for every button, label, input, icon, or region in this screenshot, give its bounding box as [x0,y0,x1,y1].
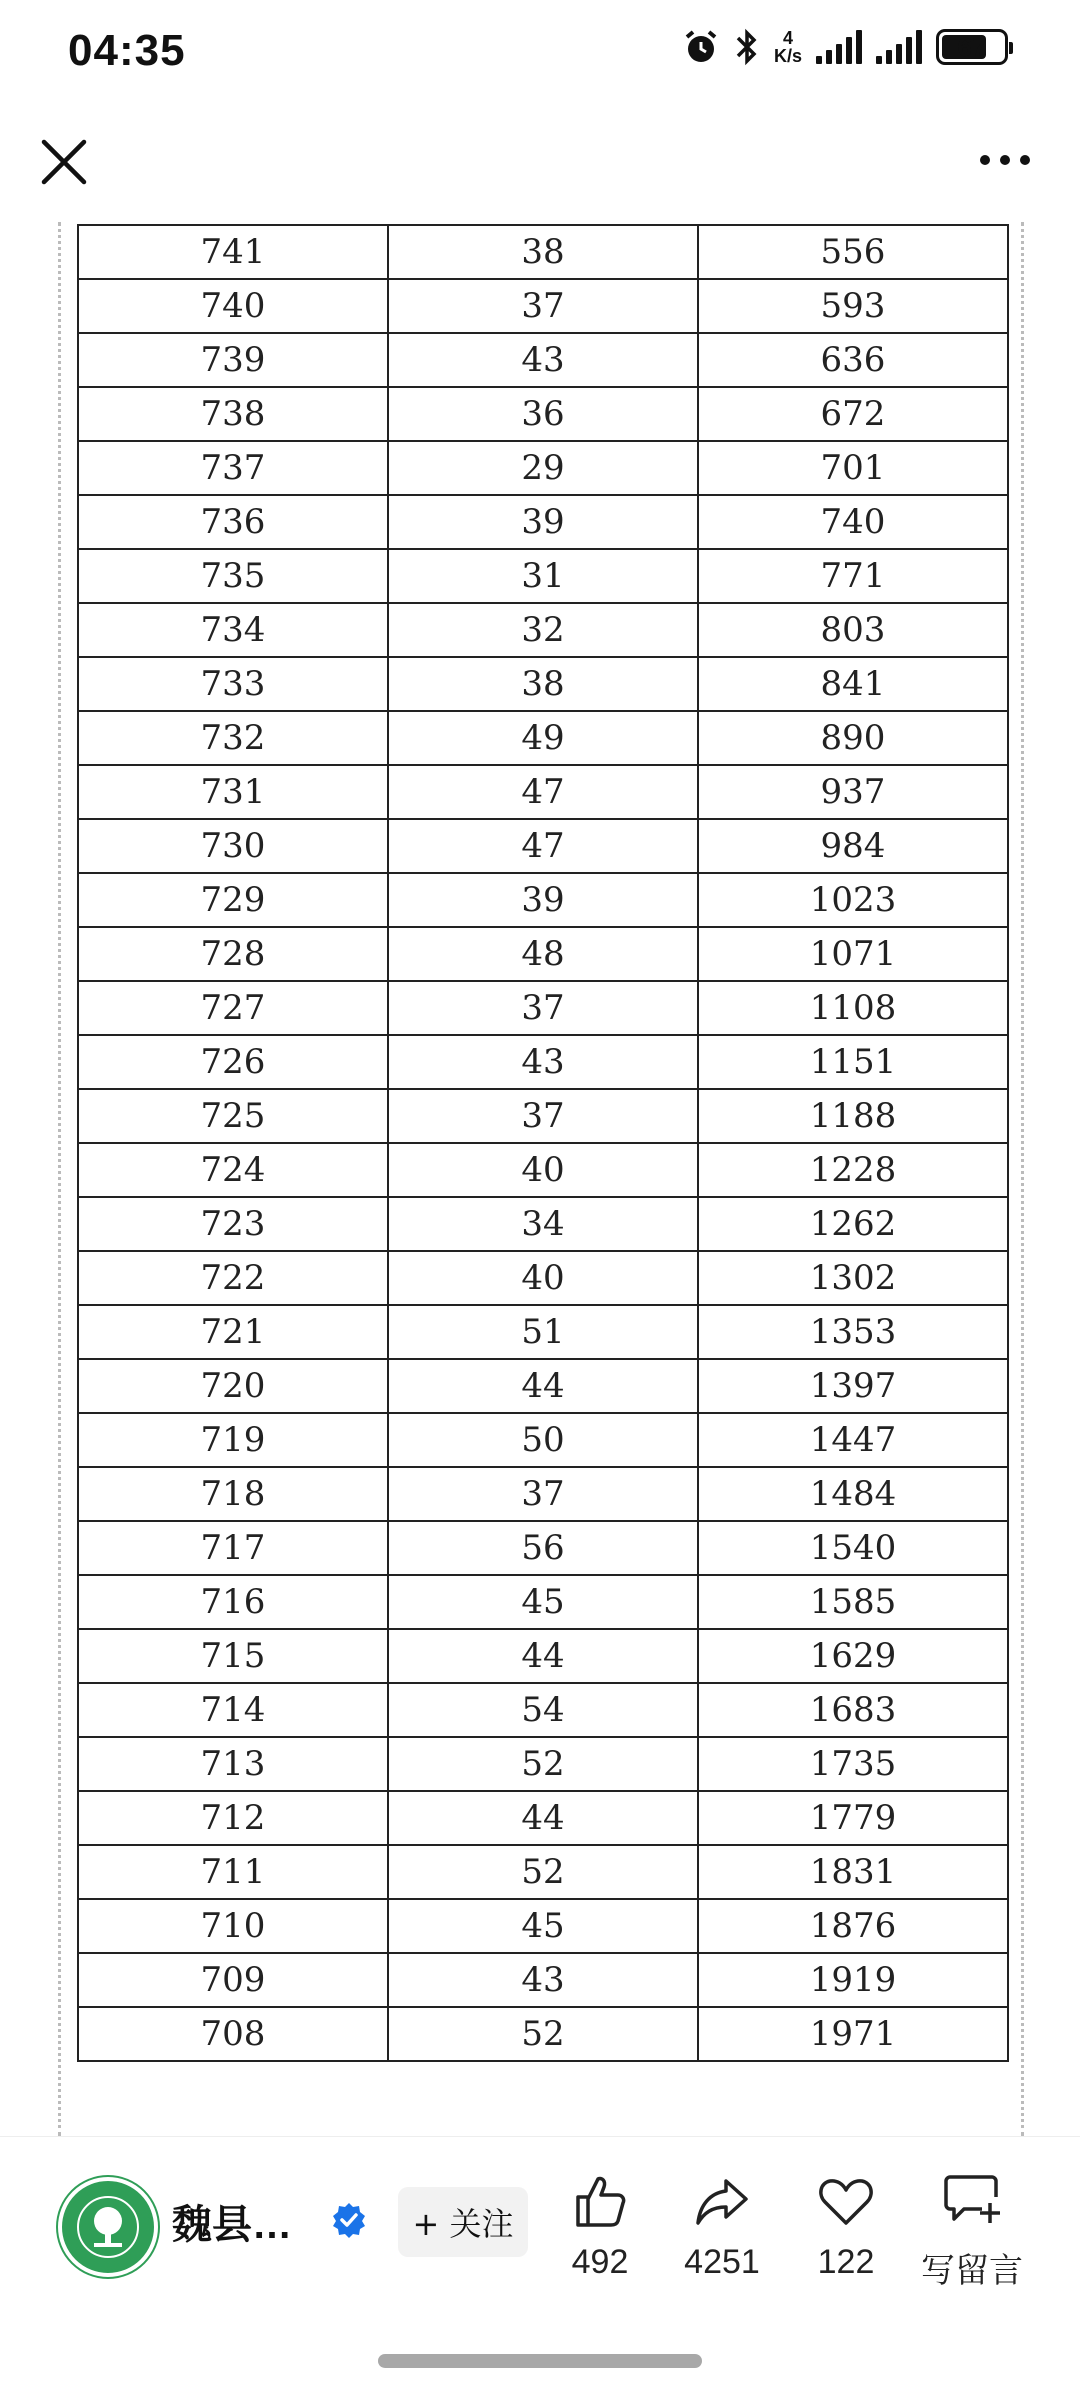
thumbs-up-icon [570,2171,630,2231]
table-cell: 733 [78,657,388,711]
close-button[interactable] [38,136,90,188]
table-row [78,1143,1008,1197]
table-cell: 718 [78,1467,388,1521]
table-cell: 717 [78,1521,388,1575]
bottom-bar [0,2136,1080,2388]
table-cell: 37 [388,1467,698,1521]
table-row [78,279,1008,333]
table-cell: 1151 [698,1035,1008,1089]
tree-logo-icon [76,2195,140,2259]
table-cell: 1188 [698,1089,1008,1143]
table-cell: 32 [388,603,698,657]
table-cell: 48 [388,927,698,981]
table-cell: 45 [388,1899,698,1953]
status-bar [0,0,1080,100]
table-cell: 43 [388,1035,698,1089]
table-cell: 54 [388,1683,698,1737]
table-cell: 732 [78,711,388,765]
table-cell: 740 [78,279,388,333]
comment-add-icon [942,2171,1002,2231]
comment-button[interactable] [912,2171,1032,2292]
table-cell: 1484 [698,1467,1008,1521]
table-cell: 710 [78,1899,388,1953]
table-cell: 43 [388,1953,698,2007]
table-cell: 1353 [698,1305,1008,1359]
table-row [78,1197,1008,1251]
table-row [78,1845,1008,1899]
table-cell: 701 [698,441,1008,495]
table-row [78,1953,1008,2007]
table-cell: 735 [78,549,388,603]
table-cell: 716 [78,1575,388,1629]
table-cell: 729 [78,873,388,927]
table-cell: 719 [78,1413,388,1467]
close-icon [38,136,90,188]
table-row [78,1359,1008,1413]
table-cell: 1228 [698,1143,1008,1197]
table-cell: 34 [388,1197,698,1251]
bluetooth-icon [734,28,760,66]
table-row [78,765,1008,819]
table-cell: 1023 [698,873,1008,927]
table-cell: 724 [78,1143,388,1197]
table-cell: 734 [78,603,388,657]
table-cell: 737 [78,441,388,495]
more-icon [980,155,990,165]
table-cell: 771 [698,549,1008,603]
table-row [78,1089,1008,1143]
table-cell: 1876 [698,1899,1008,1953]
table-cell: 1683 [698,1683,1008,1737]
table-cell: 720 [78,1359,388,1413]
table-row [78,819,1008,873]
table-cell: 1397 [698,1359,1008,1413]
table-cell: 40 [388,1143,698,1197]
table-cell: 44 [388,1359,698,1413]
table-cell: 52 [388,2007,698,2061]
table-cell: 721 [78,1305,388,1359]
table-cell: 712 [78,1791,388,1845]
table-row [78,1737,1008,1791]
table-cell: 803 [698,603,1008,657]
table-row [78,549,1008,603]
score-table-body [78,225,1008,2061]
table-cell: 37 [388,1089,698,1143]
table-row [78,711,1008,765]
score-table [77,224,1009,2062]
table-cell: 1585 [698,1575,1008,1629]
table-row [78,495,1008,549]
verified-badge-icon [330,2201,368,2239]
comment-label: 写留言 [921,2252,1023,2290]
table-cell: 841 [698,657,1008,711]
table-row [78,981,1008,1035]
table-row [78,1467,1008,1521]
table-cell: 725 [78,1089,388,1143]
net-speed-value: 4 [782,28,793,48]
table-cell: 726 [78,1035,388,1089]
signal-icon [816,30,862,64]
table-cell: 739 [78,333,388,387]
table-row [78,1575,1008,1629]
table-cell: 39 [388,495,698,549]
table-cell: 31 [388,549,698,603]
table-row [78,873,1008,927]
share-arrow-icon [692,2171,752,2231]
home-indicator[interactable] [378,2354,702,2368]
table-cell: 49 [388,711,698,765]
table-cell: 56 [388,1521,698,1575]
table-cell: 709 [78,1953,388,2007]
table-cell: 730 [78,819,388,873]
table-cell: 47 [388,819,698,873]
table-cell: 984 [698,819,1008,873]
table-cell: 40 [388,1251,698,1305]
table-cell: 1831 [698,1845,1008,1899]
table-cell: 708 [78,2007,388,2061]
favorite-count: 122 [817,2243,875,2281]
table-cell: 1447 [698,1413,1008,1467]
table-cell: 711 [78,1845,388,1899]
like-count: 492 [571,2243,629,2281]
table-cell: 1735 [698,1737,1008,1791]
table-cell: 47 [388,765,698,819]
follow-button[interactable]: + 关注 [398,2187,528,2257]
table-cell: 937 [698,765,1008,819]
share-count: 4251 [684,2243,760,2281]
table-cell: 45 [388,1575,698,1629]
table-cell: 1262 [698,1197,1008,1251]
table-cell: 44 [388,1629,698,1683]
table-cell: 714 [78,1683,388,1737]
like-button[interactable] [540,2171,660,2282]
table-cell: 727 [78,981,388,1035]
table-row [78,657,1008,711]
status-time: 04:35 [68,26,186,75]
table-cell: 890 [698,711,1008,765]
favorite-button[interactable] [786,2171,906,2282]
table-cell: 593 [698,279,1008,333]
table-cell: 37 [388,981,698,1035]
table-row [78,927,1008,981]
table-cell: 38 [388,225,698,279]
battery-icon [936,29,1008,65]
net-speed [774,29,802,65]
status-icons [682,28,1008,66]
heart-icon [816,2171,876,2231]
share-button[interactable] [662,2171,782,2282]
table-cell: 52 [388,1737,698,1791]
table-cell: 556 [698,225,1008,279]
battery-text: 67 [957,31,987,62]
more-icon [1000,155,1010,165]
table-row [78,387,1008,441]
article-content[interactable] [58,222,1024,2136]
table-cell: 29 [388,441,698,495]
account-name[interactable]: 魏县… [172,2203,292,2247]
table-row [78,1521,1008,1575]
table-row [78,1305,1008,1359]
table-cell: 1071 [698,927,1008,981]
table-cell: 52 [388,1845,698,1899]
table-row [78,1629,1008,1683]
table-row [78,1791,1008,1845]
table-cell: 39 [388,873,698,927]
table-cell: 715 [78,1629,388,1683]
table-cell: 636 [698,333,1008,387]
table-row [78,441,1008,495]
table-row [78,333,1008,387]
table-cell: 1919 [698,1953,1008,2007]
table-row [78,1899,1008,1953]
table-row [78,1413,1008,1467]
table-cell: 1629 [698,1629,1008,1683]
table-cell: 50 [388,1413,698,1467]
table-cell: 738 [78,387,388,441]
net-speed-unit: K/s [773,46,802,66]
table-cell: 722 [78,1251,388,1305]
table-row [78,2007,1008,2061]
table-row [78,1683,1008,1737]
table-cell: 1302 [698,1251,1008,1305]
table-cell: 723 [78,1197,388,1251]
table-cell: 51 [388,1305,698,1359]
account-avatar[interactable] [58,2177,158,2277]
table-cell: 43 [388,333,698,387]
table-cell: 44 [388,1791,698,1845]
table-row [78,225,1008,279]
more-button[interactable] [980,150,1030,170]
table-cell: 728 [78,927,388,981]
table-cell: 1540 [698,1521,1008,1575]
table-cell: 1779 [698,1791,1008,1845]
table-cell: 38 [388,657,698,711]
table-row [78,1251,1008,1305]
table-row [78,603,1008,657]
table-cell: 36 [388,387,698,441]
table-cell: 37 [388,279,698,333]
table-row [78,1035,1008,1089]
table-cell: 1108 [698,981,1008,1035]
table-cell: 1971 [698,2007,1008,2061]
more-icon [1020,155,1030,165]
alarm-icon [682,28,720,66]
table-cell: 736 [78,495,388,549]
table-cell: 713 [78,1737,388,1791]
table-cell: 731 [78,765,388,819]
table-cell: 672 [698,387,1008,441]
table-cell: 740 [698,495,1008,549]
table-cell: 741 [78,225,388,279]
signal-icon [876,30,922,64]
